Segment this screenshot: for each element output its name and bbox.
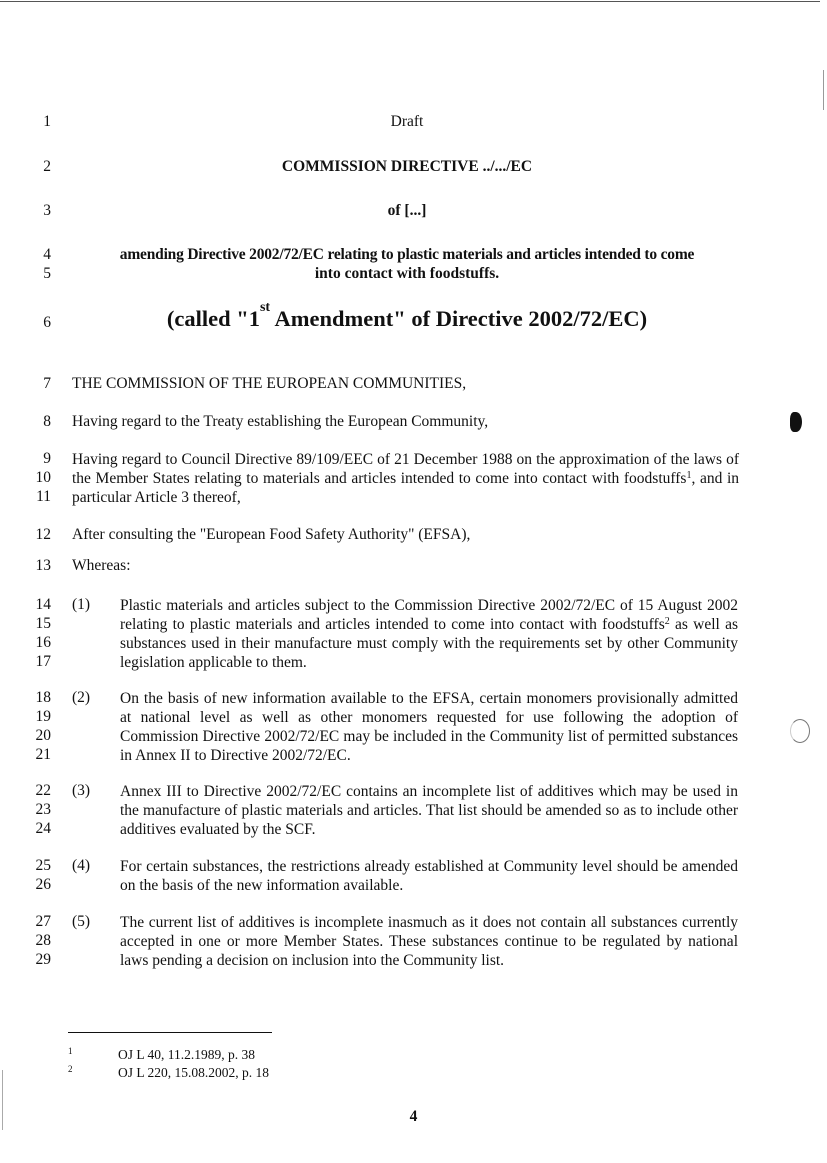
line-number: 11 [36, 488, 51, 505]
line-number: 22 [35, 782, 51, 799]
recital-number: (3) [72, 782, 91, 799]
line-number: 21 [35, 746, 51, 763]
line-number: 3 [43, 202, 51, 219]
recital-number: (5) [72, 913, 91, 930]
recital-number: (4) [72, 857, 91, 874]
efsa-line: After consulting the "European Food Safety Authority" (EFSA), [72, 526, 471, 543]
line-number: 2 [43, 158, 51, 175]
amendment-heading: (called "1st Amendment" of Directive 2002/72/EC) [166, 300, 648, 331]
line-number: 18 [35, 689, 51, 706]
directive-title: COMMISSION DIRECTIVE ../.../EC [281, 158, 533, 175]
line-number: 4 [43, 246, 51, 263]
line-number: 10 [35, 469, 51, 486]
scan-right-edge [823, 70, 824, 110]
recital-number: (2) [72, 689, 91, 706]
line-number: 12 [35, 526, 51, 543]
line-number: 25 [35, 857, 51, 874]
line-number: 9 [43, 450, 51, 467]
council-directive-paragraph: Having regard to Council Directive 89/109/EEC of 21 December 1988 on the approximation of the laws of the Member States relating to materials and articles intended to come into contact with foodstuffs$^1$, and in particular Article 3 thereof, [72, 451, 740, 506]
footnote-text: OJ L 220, 15.08.2002, p. 18 [118, 1065, 269, 1080]
commission-line: THE COMMISSION OF THE EUROPEAN COMMUNITIES, [72, 375, 467, 392]
footnote-ref: 1 [686, 470, 692, 481]
line-number: 1 [43, 113, 51, 130]
footnote-divider [68, 1032, 272, 1033]
recital-text: The current list of additives is incomplete inasmuch as it does not contain all substances currently accepted in one or more Member States. These substances continue to be regulated by national laws pending a decision on inclusion into the Community list. [120, 914, 738, 969]
line-number: 29 [35, 951, 51, 968]
line-number: 14 [35, 596, 51, 613]
line-number: 24 [35, 820, 51, 837]
recital-text: Annex III to Directive 2002/72/EC contains an incomplete list of additives which may be used in the manufacture of plastic materials and articles. That list should be amended so as to include other additives evaluated by the SCF. [120, 783, 738, 838]
line-number: 28 [35, 932, 51, 949]
directive-subtitle-line2: into contact with foodstuffs. [314, 265, 500, 282]
treaty-line: Having regard to the Treaty establishing the European Community, [72, 413, 489, 430]
line-number: 23 [35, 801, 51, 818]
line-number: 19 [35, 708, 51, 725]
line-number: 16 [35, 634, 51, 651]
recital-text: Plastic materials and articles subject to the Commission Directive 2002/72/EC of 15 August 2002 relating to plastic materials and articles intended to come into contact with foodstuffs$^2$ as well as substances used in their manufacture must comply with the requirements set by other Community legislation applicable to them. [120, 597, 738, 671]
punch-hole-mark [790, 412, 802, 432]
line-number: 8 [43, 413, 51, 430]
line-number: 27 [35, 913, 51, 930]
line-number: 13 [35, 557, 51, 574]
punch-hole-mark [790, 719, 810, 743]
footnote-ref: 2 [664, 616, 670, 627]
line-number: 17 [35, 653, 51, 670]
directive-date: of [...] [387, 202, 427, 219]
line-number: 15 [35, 615, 51, 632]
page-number: 4 [409, 1108, 418, 1125]
footnote-mark: 1 [68, 1046, 73, 1056]
recital-text: For certain substances, the restrictions already established at Community level should be amended on the basis of the new information available. [120, 858, 738, 894]
directive-subtitle-line1: amending Directive 2002/72/EC relating to plastic materials and articles intended to come [119, 246, 695, 263]
footnote-text: OJ L 40, 11.2.1989, p. 38 [118, 1047, 255, 1062]
scan-top-edge [0, 1, 820, 2]
line-number: 5 [43, 265, 51, 282]
line-number: 26 [35, 876, 51, 893]
whereas-line: Whereas: [72, 557, 131, 574]
recital-text: On the basis of new information available to the EFSA, certain monomers provisionally admitted at national level as well as other monomers requested for use following the adoption of Commission Directive 2002/72/EC may be included in the Community list of permitted substances in Annex II to Directive 2002/72/EC. [120, 690, 738, 764]
footnote-mark: 2 [68, 1064, 73, 1074]
recital-number: (1) [72, 596, 91, 613]
line-number: 20 [35, 727, 51, 744]
line-number: 6 [43, 314, 51, 331]
draft-label: Draft [390, 113, 424, 130]
line-number: 7 [43, 375, 51, 392]
